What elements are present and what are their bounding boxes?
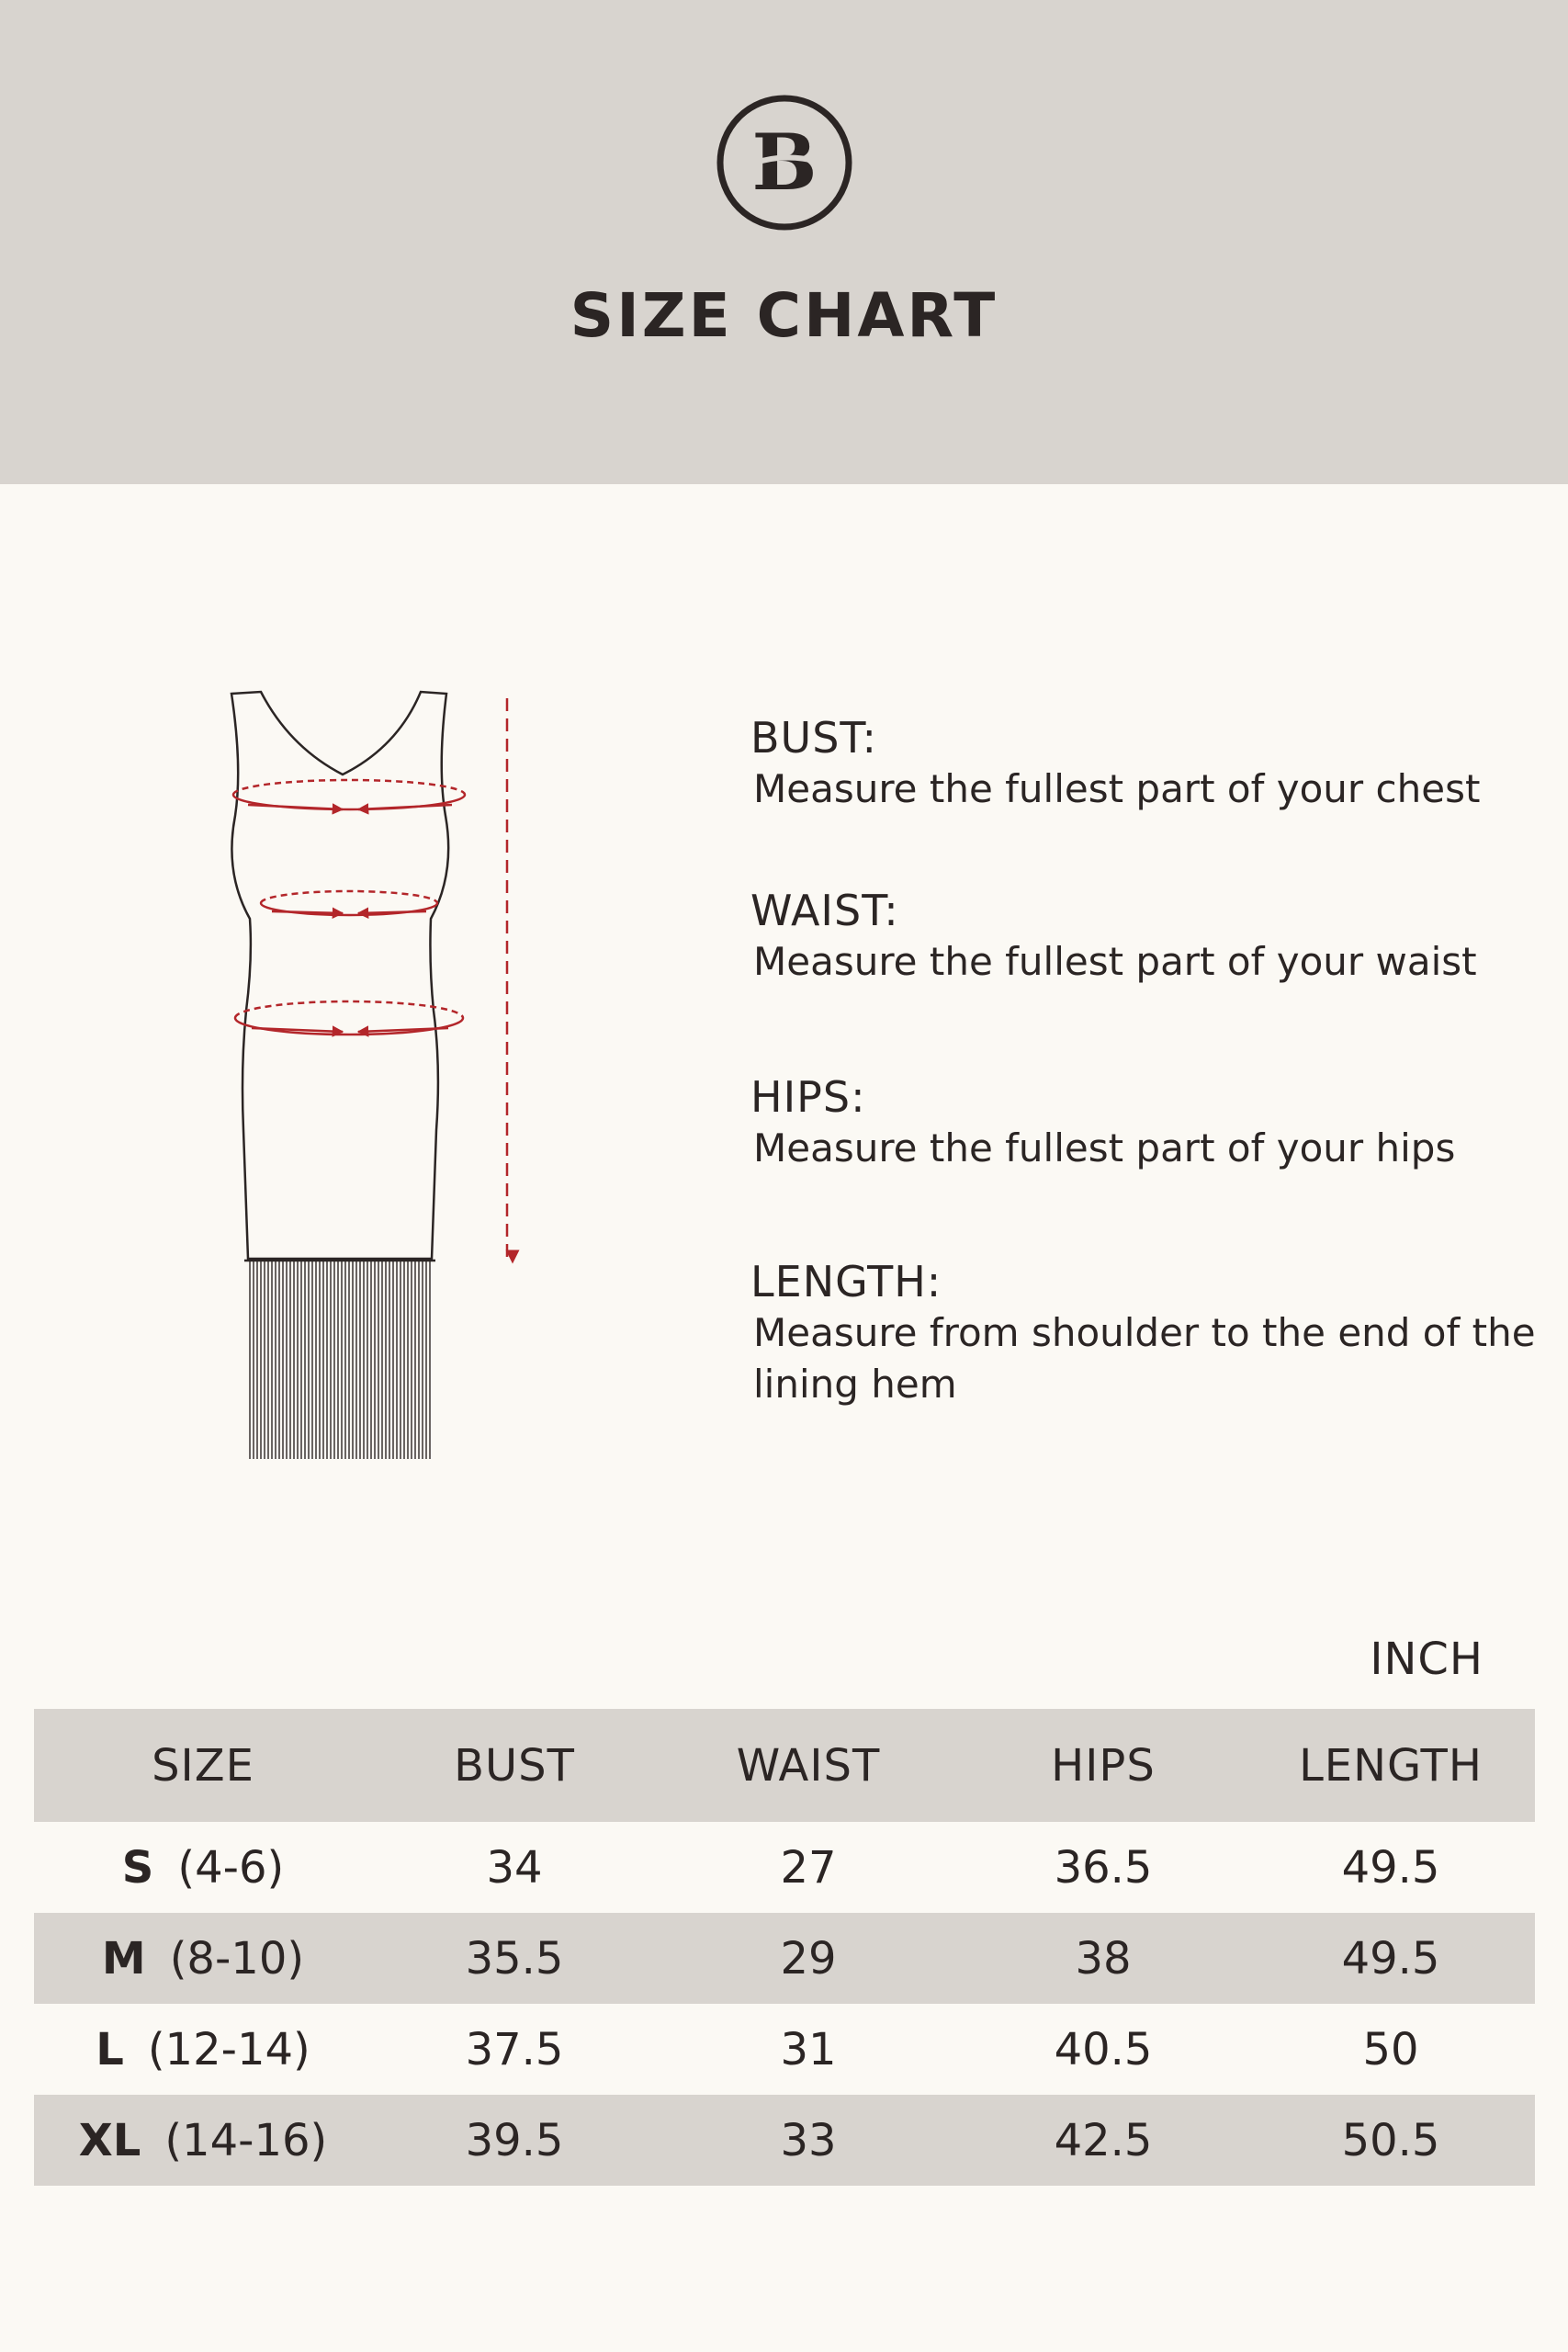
measure-waist [750,885,1540,988]
measure-desc: Measure the fullest part of your waist [753,939,1477,984]
hips-cell: 36.5 [1054,1841,1153,1894]
svg-text:B: B [751,117,818,208]
bust-cell: 39.5 [465,2114,564,2166]
size-range: (14-16) [164,2114,328,2166]
table-row [34,2004,1535,2095]
size-code: M [101,1932,146,1984]
dress-outline [231,692,448,1259]
size-cell [34,2004,372,2095]
size-range: (8-10) [169,1932,305,1984]
measure-label: HIPS: [750,1072,866,1122]
measure-bust [750,712,1540,815]
waist-cell: 27 [780,1841,837,1894]
page-title: SIZE CHART [570,280,998,351]
size-range: (4-6) [177,1841,285,1894]
length-cell: 49.5 [1341,1841,1440,1894]
table-row [34,1822,1535,1913]
hips-cell: 42.5 [1054,2114,1153,2166]
measure-desc: Measure the fullest part of your chest [753,766,1481,811]
brand-logo-icon [716,94,853,232]
table-header-cell: LENGTH [1299,1739,1483,1792]
table-header-cell: WAIST [736,1739,881,1792]
table-header-cell: SIZE [152,1739,254,1792]
waist-cell: 33 [780,2114,837,2166]
size-range: (12-14) [147,2023,310,2075]
hips-cell: 40.5 [1054,2023,1153,2075]
hips-cell: 38 [1075,1932,1132,1984]
size-cell [34,1913,372,2004]
bust-cell: 34 [486,1841,543,1894]
size-cell [34,2095,372,2186]
size-cell [34,1822,372,1913]
length-cell: 50.5 [1341,2114,1440,2166]
bust-cell: 37.5 [465,2023,564,2075]
bust-cell: 35.5 [465,1932,564,1984]
header-band [0,0,1568,484]
measure-label: BUST: [750,713,877,763]
size-code: XL [78,2114,141,2166]
measure-label: WAIST: [750,886,899,935]
size-code: L [96,2023,124,2075]
measure-desc: Measure from shoulder to the end of the lining hem [753,1310,1536,1407]
unit-label: INCH [1370,1634,1483,1685]
measure-length [750,1256,1540,1410]
table-row [34,2095,1535,2186]
measure-label: LENGTH: [750,1257,942,1306]
waist-cell: 29 [780,1932,837,1984]
size-table [34,1709,1535,2186]
dress-fringe [250,1261,430,1459]
length-cell: 50 [1362,2023,1419,2075]
measure-desc: Measure the fullest part of your hips [753,1125,1456,1170]
waist-cell: 31 [780,2023,837,2075]
measure-hips [750,1071,1540,1174]
table-header-cell: BUST [454,1739,575,1792]
table-row [34,1913,1535,2004]
table-header-cell: HIPS [1051,1739,1156,1792]
size-code: S [121,1841,154,1894]
dress-diagram-icon [211,680,533,1470]
length-cell: 49.5 [1341,1932,1440,1984]
table-header-row [34,1709,1535,1822]
